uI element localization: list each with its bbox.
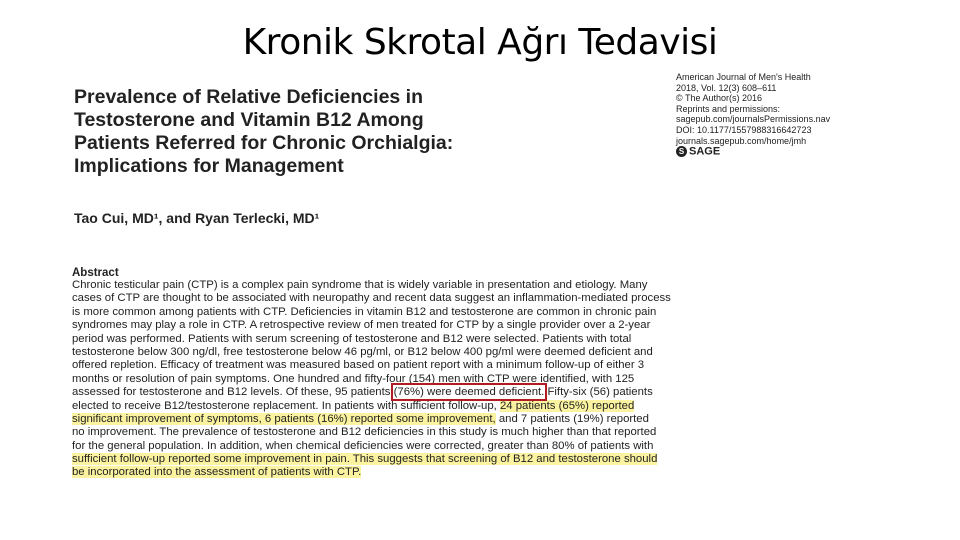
abstract-line xyxy=(72,400,862,413)
highlighted-text: 24 patients (65%) reported xyxy=(499,399,635,412)
publisher-logo xyxy=(676,146,876,157)
abstract-line: period was performed. Patients with serum screening of testosterone and B12 were selected. Patients with total xyxy=(72,332,632,345)
meta-line: American Journal of Men's Health xyxy=(676,72,811,82)
meta-line: sagepub.com/journalsPermissions.nav xyxy=(676,114,831,125)
highlighted-text: be incorporated into the assessment of patients with CTP. xyxy=(72,466,362,479)
abstract-text-span: assessed for testosterone and B12 levels. Of these, 95 patients xyxy=(72,386,394,399)
highlight-box-deficient: (76%) were deemed deficient. xyxy=(393,386,545,399)
abstract-line: no improvement. The prevalence of testosterone and B12 deficiencies in this study is much higher than that reported xyxy=(72,426,657,439)
article-title-line: Implications for Management xyxy=(74,155,344,177)
meta-line: 2018, Vol. 12(3) 608–611 xyxy=(676,82,777,93)
abstract-text-span: Fifty-six (56) patients xyxy=(544,386,653,399)
authors: Tao Cui, MD¹, and Ryan Terlecki, MD¹ xyxy=(74,210,320,226)
meta-line: journals.sagepub.com/home/jmh xyxy=(676,135,807,146)
abstract-line: Chronic testicular pain (CTP) is a complex pain syndrome that is widely variable in presentation and etiology. Many xyxy=(72,279,648,291)
abstract-line xyxy=(72,413,862,426)
abstract-line xyxy=(72,466,862,479)
slide-title: Kronik Skrotal Ağrı Tedavisi xyxy=(242,22,718,63)
abstract-line: cases of CTP are thought to be associated with neuropathy and recent data suggest an inflammation-mediated process xyxy=(72,292,671,305)
abstract-line xyxy=(72,386,862,399)
journal-meta xyxy=(676,72,876,157)
abstract-line: testosterone below 300 ng/dl, free testosterone below 46 pg/ml, or B12 below 400 pg/ml were deemed deficient and xyxy=(72,345,653,358)
highlighted-text: significant improvement of symptoms, 6 patients (16%) reported some improvement, xyxy=(72,412,496,425)
highlighted-text: sufficient follow-up reported some improvement in pain. This suggests that screening of B12 and testosterone should xyxy=(72,453,658,466)
abstract-heading: Abstract xyxy=(72,267,119,279)
article-title-line: Patients Referred for Chronic Orchialgia: xyxy=(74,132,454,154)
abstract-line: syndromes may play a role in CTP. A retrospective review of men treated for CTP by a single provider over a 2-year xyxy=(72,319,651,332)
meta-line: Reprints and permissions: xyxy=(676,103,781,114)
article-title-line: Prevalence of Relative Deficiencies in xyxy=(74,86,424,108)
article-title xyxy=(74,86,664,178)
abstract-text-span: elected to receive B12/testosterone replacement. In patients with sufficient follow-up, xyxy=(72,399,500,412)
abstract-text-span: and 7 patients (19%) reported xyxy=(495,412,649,425)
abstract-line xyxy=(72,453,862,466)
abstract-line: months or resolution of pain symptoms. One hundred and fifty-four (154) men with CTP were identified, with 125 xyxy=(72,372,635,385)
abstract-text xyxy=(72,279,862,480)
meta-line: DOI: 10.1177/1557988316642723 xyxy=(676,124,812,135)
abstract-line: offered repletion. Efficacy of treatment was measured based on patient report with a minimum follow-up of either 3 xyxy=(72,359,645,372)
meta-line: © The Author(s) 2016 xyxy=(676,93,763,104)
sage-icon: S xyxy=(676,146,687,157)
publisher-name: SAGE xyxy=(689,145,721,158)
abstract-line: for the general population. In addition, when chemical deficiencies were corrected, greater than 80% of patients with xyxy=(72,439,654,452)
abstract-line: is more common among patients with CTP. Deficiencies in vitamin B12 and testosterone are common in chronic pain xyxy=(72,305,657,318)
article-image xyxy=(68,70,868,490)
article-title-line: Testosterone and Vitamin B12 Among xyxy=(74,109,424,131)
